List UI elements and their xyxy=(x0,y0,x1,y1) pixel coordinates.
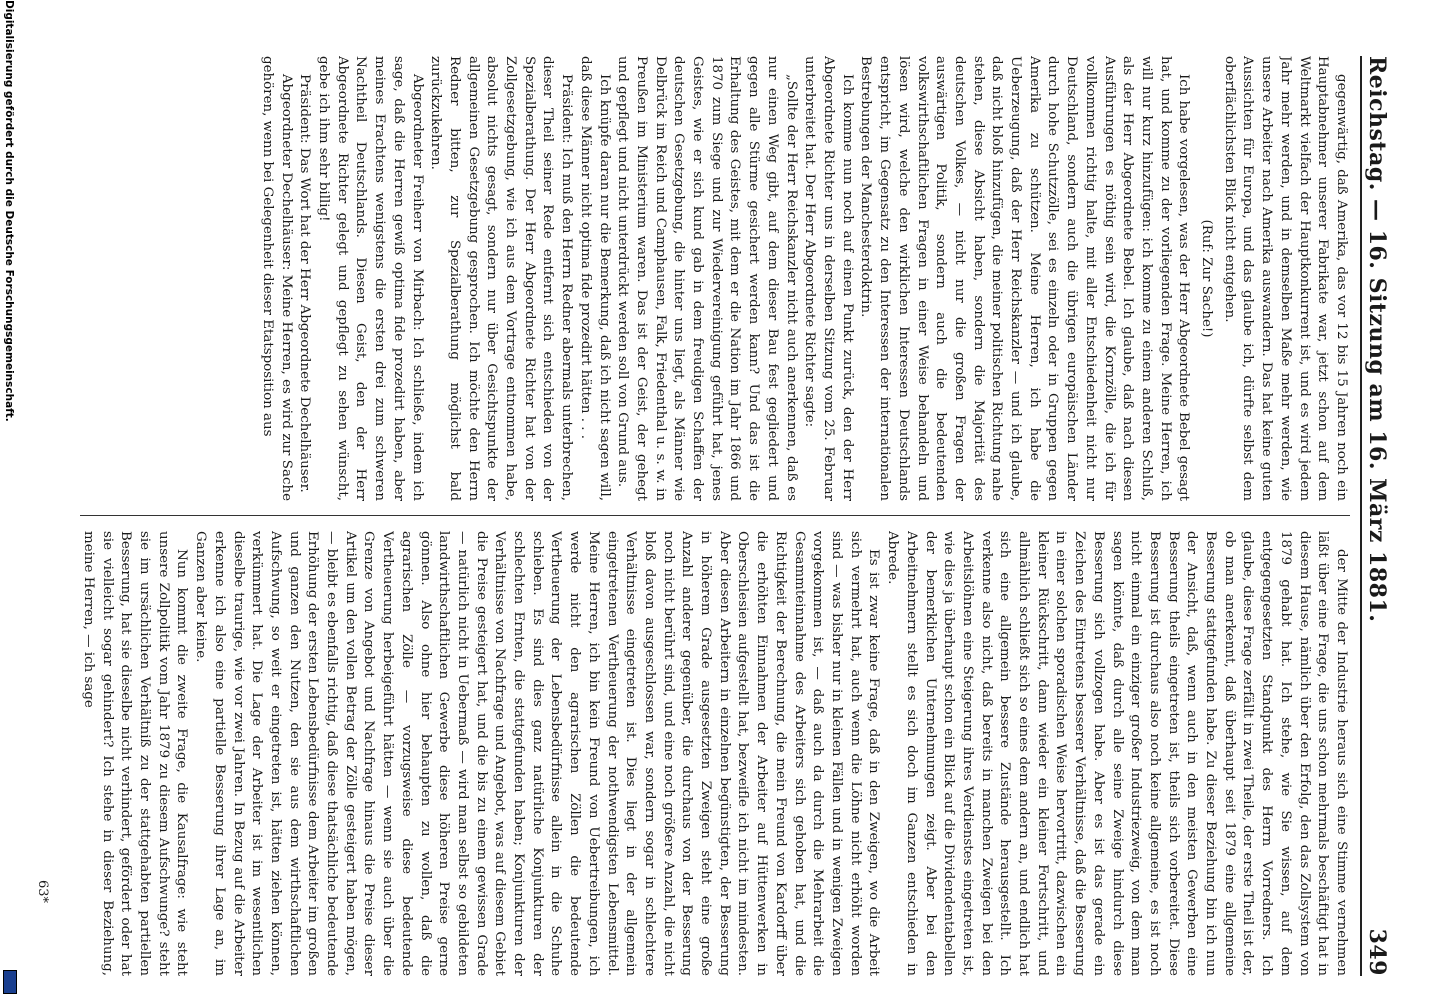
page-number: 349 xyxy=(1364,928,1390,976)
left-column xyxy=(60,56,1350,501)
paragraph: der Mitte der Industrie heraus sich eine Stimme vernehmen läßt über eine Frage, die uns schon mehrmals beschäftigt hat in diesem Hause, nämlich über den Erfolg, den das Zollsystem von 1879 gehabt hat. Ich stehe, wie Sie wissen, auf dem entgegengesetzten Standpunkt des Herrn Vorredners. Ich glaube, diese Frage zerfällt in zwei Theile, der erste Theil ist der, ob man anerkennt, daß überhaupt seit 1879 eine allgemeine Besserung stattgefunden habe. Zu dieser Beziehung bin ich nun der Ansicht, daß, wenn auch in den meisten Gewerben eine Besserung theils eingetreten ist, theils sich vorbereitet. Diese Besserung ist durchaus also noch keine allgemeine, es ist noch nicht einmal ein einziger großer Industriezweig, von dem man sagen könnte, daß durch alle seine Zweige hindurch diese Besserung sich vollzogen habe. Aber es ist das gerade ein Zeichen des Eintretens besserer Verhältnisse, daß die Besserung in einer solchen sporadischen Weise hervortritt, dazwischen ein kleiner Rückschritt, dann wieder ein kleiner Fortschritt, und allmählich schließt sich so eines dem andern an, und endlich hat sich eine allgemein bessere Zustände herausgestellt. Ich verkenne also nicht, daß bereits in manchen Zweigen bei den Arbeitslöhnen eine Steigerung ihres Verdienstes eingetreten ist, wie dies ja überhaupt schon ein Blick auf die Dividendentabellen der bemerklichen Unternehmungen zeigt. Aber bei den Arbeitnehmern stellt es sich doch im Ganzen entschieden in Abrede. xyxy=(885,531,1349,976)
paragraph: Ich komme nun noch auf einen Punkt zurück, den der Herr Abgeordnete Richter uns in derselben Sitzung vom 25. Februar unterbreitet hat. Der Herr Abgeordnete Richter sagte: xyxy=(802,56,855,501)
column-rule xyxy=(80,515,1350,516)
paragraph: Ich knüpfe daran nur die Bemerkung, daß ich nicht sagen will, daß diese Männer nicht optima fide prozedirt hätten . . . xyxy=(577,56,612,501)
paragraph: gegenwärtig, daß Amerika, das vor 12 bis 15 Jahren noch ein Hauptabnehmer unserer Fabrikate war, jetzt schon auf dem Weltmarkt vielfach der Hauptkonkurrent ist, und es wird jedem Jahr mehr werden, und in demselben Maße mehr werden, wie unsere Arbeiter nach Amerika auswandern. Das hat keine guten Aussichten für Europa, und das glaube ich, dürfte selbst dem oberflächlichsten Blick nicht entgehen. xyxy=(1221,56,1349,501)
dfg-logo-icon xyxy=(3,970,17,994)
paragraph: Es ist zwar keine Frage, daß in den Zweigen, wo die Arbeit sich vermehrt hat, auch wenn die Löhne nicht erhöht worden sind — was bisher nur in kleinen Fällen und in wenigen Zweigen vorgekommen ist, — daß auch da durch die Mehrarbeit die Gesammteinnahme des Arbeiters sich gehoben hat, und die Richtigkeit der Berechnung, die mein Freund von Kardorff über die erhöhten Einnahmen der Arbeiter auf Hüttenwerken in Oberschlesien aufgestellt hat, bezweifle ich nicht im mindesten. Aber diesen Arbeitern in einzelnen begünstigten, der Besserung in höherem Grade ausgesetzten Zweigen steht eine große Anzahl anderer gegenüber, die durchaus von der Besserung noch nicht berührt sind, und eine noch größere Anzahl, die nicht bloß davon ausgeschlossen war, sondern sogar in schlechtere Verhältnisse eingetreten ist. Dies liegt in der allgemein eingetretenen Vertheuerung der nothwendigsten Lebensmittel. Meine Herren, ich bin kein Freund von Uebertreibungen, ich werde nicht den agrarischen Zöllen die bedeutende Vertheuerung der Lebensbedürfnisse allein in die Schuhe schieben. Es sind dies ganz natürliche Konjunkturen der schlechten Ernten, die stattgefunden haben; Konjunkturen der Verhältnisse von Nachfrage und Angebot, was auf diesem Gebiet die Preise gesteigert hat, und die bis zu einem gewissen Grade — natürlich nicht in Uebermaß — wird man selbst so gebildeten landwirthschaftlichen Gewerbe diese höheren Preise gerne gönnen. Also ohne hier behaupten zu wollen, daß die agrarischen Zölle — vorzugsweise diese bedeutende Vertheuerung herbeigeführt hätten — wenn sie auch über die Grenze von Angebot und Nachfrage hinaus die Preise dieser Artikel um den vollen Betrag der Zölle gesteigert haben mögen, — bleibt es ebenfalls richtig, daß diese thatsächliche bedeutende Erhöhung der ersten Lebensbedürfnisse dem Arbeiter im großen und ganzen den Nutzen, den sie aus dem wirthschaftlichen Aufschwung, so weit er eingetreten ist, hätten ziehen können, verkümmert hat. Die Lage der Arbeiter ist im wesentlichen dieselbe traurige, wie vor zwei Jahren. In Bezug auf die Arbeiter erkenne ich also eine partielle Besserung ihrer Lage an, im Ganzen aber keine. xyxy=(193,531,882,976)
speaker-paragraph: Abgeordneter Dechelhäuser: Meine Herren, es wird zur Sache gehören, wenn bei Gelegenheit dieser Etatsposition aus xyxy=(259,56,294,501)
speaker-paragraph: Präsident: Ich muß den Herrn Redner abermals unterbrechen, dieser Theil seiner Rede entfernt sich entschieden von der Spezialberathung. Der Herr Abgeordnete Richter hat von der Zollgesetzgebung, wie ich aus dem Vortrage entnommen habe, absolut nichts gesagt, sondern nur über Gesichtspunkte der allgemeinen Gesetzgebung gesprochen. Ich möchte den Herrn Redner bitten, zur Spezialberathung möglichst bald zurückzukehren. xyxy=(428,56,575,501)
paragraph: Nun kommt die zweite Frage, die Kausalfrage: wie steht unsere Zollpolitik vom Jahr 1879 zu diesem Aufschwunge? steht sie im ursächlichen Verhältniß zu der stattgehabten partiellen Besserung, hat sie dieselbe nicht verhindert, gefördert oder hat sie vielleicht sogar gehindert? Ich stehe in dieser Beziehung, meine Herren, — ich sage xyxy=(80,531,190,976)
interjection: (Ruf: Zur Sache!) xyxy=(1199,219,1215,338)
text-columns xyxy=(60,56,1350,976)
speaker-paragraph: Abgeordneter Freiherr von Mirbach: Ich schließe, indem ich sage, daß die Herren gewiß optima fide prozedirt haben, aber meines Erachtens wenigstens die ersten drei zum schweren Nachtheil Deutschlands. Diesen Geist, den der Herr Abgeordnete Richter gelegt und gepflegt zu sehen wünscht, gebe ich ihm sehr billig! xyxy=(316,56,425,501)
paragraph: Ich habe vorgelesen, was der Herr Abgeordnete Bebel gesagt hat, und komme zu der vorliegenden Frage. Meine Herren, ich will nur kurz hinzufügen: ich komme zu einem anderen Schluß, als der Herr Abgeordnete Bebel. Ich glaube, daß nach diesen Ausführungen es nöthig sein wird, die Kornzölle, die ich für vollkommen richtig halte, mit aller Entschiedenheit nicht nur Deutschland, sondern auch die übrigen europäischen Länder durch hohe Schutzzölle, sei es einzeln oder in Gruppen gegen Amerika zu schützen. Meine Herren, ich habe die Ueberzeugung, daß der Herr Reichskanzler — und ich glaube, daß nicht bloß hinzufügen, die meiner politischen Richtung nahe stehen, diese Absicht haben, sondern die Majorität des deutschen Volkes, — nicht nur die großen Fragen der auswärtigen Politik, sondern auch die bedeutenden volkswirthschaftlichen Fragen in einer Weise behandeln und lösen wird, welche den wirklichen Interessen Deutschlands entspricht, im Gegensatz zu den Interessen der internationalen Bestrebungen der Manchesterdoktrin. xyxy=(858,56,1192,501)
credit-text: Digitalisierung gefördert durch die Deutsche Forschungsgemeinschaft. xyxy=(3,0,15,422)
running-title: Reichstag. — 16. Sitzung am 16. März 1881. xyxy=(1364,56,1390,623)
printer-signature: 63* xyxy=(35,880,50,904)
quotation: „Sollte der Herr Reichskanzler nicht auch anerkennen, daß es nur einen Weg gibt, auf dem dieser Bau fest gegliedert und gegen alle Stürme gesichert werden kann? Und das ist die Erhaltung des Geistes, mit dem er die Nation im Jahr 1866 und 1870 zum Siege und zur Wiedervereinigung geführt hat, jenes Geistes, wie er sich kund gab in dem freudigen Schaffen der deutschen Gesetzgebung, die hinter uns liegt, als Männer wie Delbrück im Reich und Camphausen, Falk, Friedenthal u. s. w. in Preußen im Ministerium waren. Das ist der Geist, der gehegt und gepflegt und nicht unterdrückt werden soll von Grund aus. xyxy=(615,56,799,501)
page-header xyxy=(1360,56,1392,976)
right-column xyxy=(60,531,1350,976)
digitization-credit xyxy=(2,0,16,1000)
document-page xyxy=(12,0,1412,1000)
speaker-paragraph: Präsident: Das Wort hat der Herr Abgeordnete Dechelhäuser. xyxy=(297,74,313,493)
